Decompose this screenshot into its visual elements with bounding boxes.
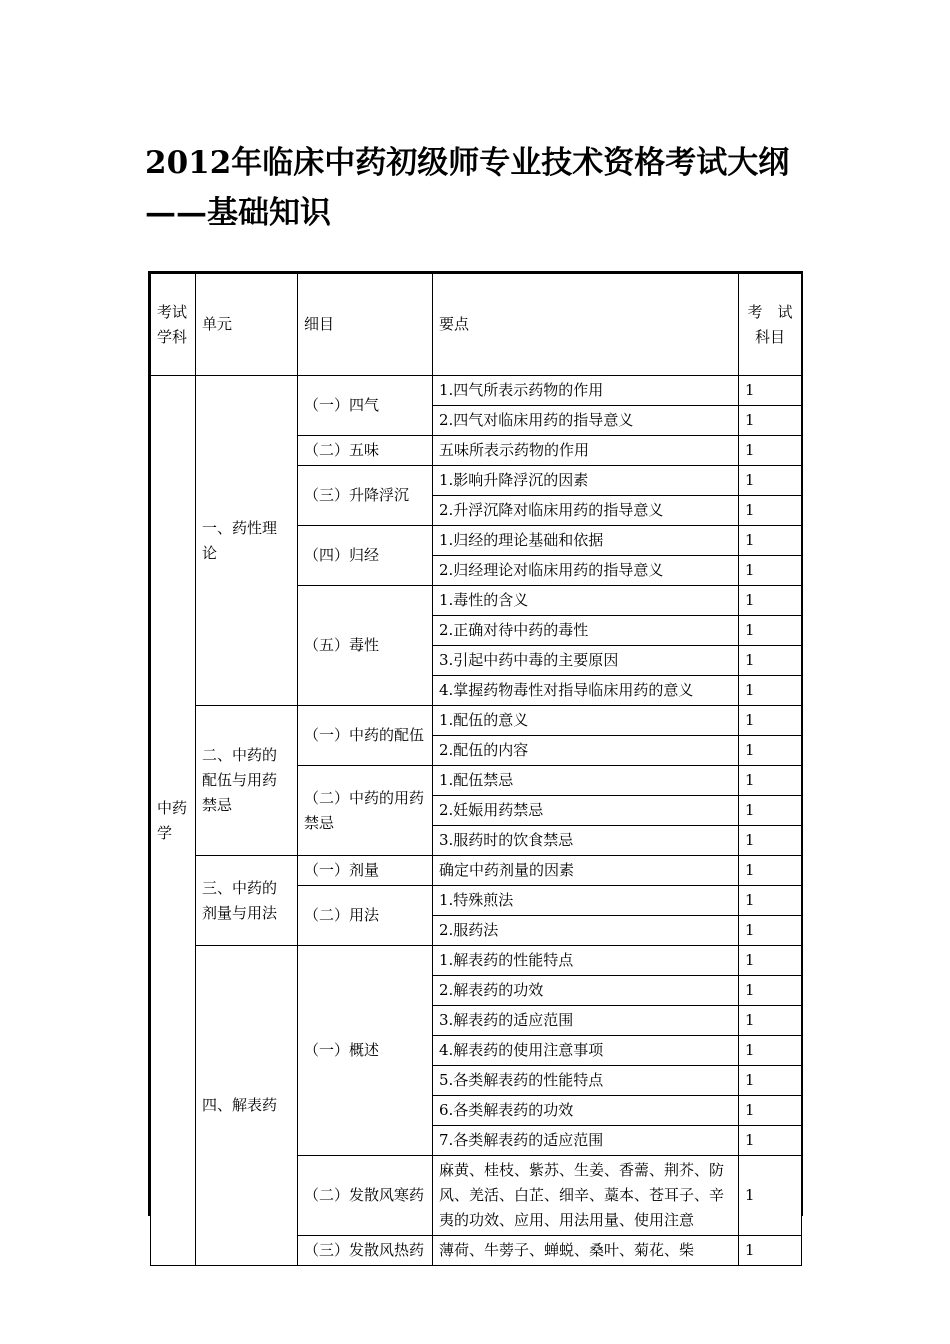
exam-cell: 1 [739,946,802,976]
point-cell: 7.各类解表药的适应范围 [433,1126,739,1156]
point-cell: 2.正确对待中药的毒性 [433,616,739,646]
exam-cell: 1 [739,586,802,616]
detail-cell: （一）概述 [298,946,433,1156]
exam-cell: 1 [739,496,802,526]
page-title: 2012年临床中药初级师专业技术资格考试大纲——基础知识 [145,145,790,231]
header-exam-line2: 科目 [754,327,785,346]
exam-cell: 1 [739,706,802,736]
exam-cell: 1 [739,1126,802,1156]
detail-cell: （二）发散风寒药 [298,1156,433,1236]
point-cell: 4.掌握药物毒性对指导临床用药的意义 [433,676,739,706]
point-cell: 麻黄、桂枝、紫苏、生姜、香薷、荆芥、防风、羌活、白芷、细辛、藁本、苍耳子、辛夷的功效、应用、用法用量、使用注意 [433,1156,739,1236]
exam-cell: 1 [739,646,802,676]
point-cell: 2.配伍的内容 [433,736,739,766]
exam-cell: 1 [739,406,802,436]
exam-cell: 1 [739,436,802,466]
point-cell: 薄荷、牛蒡子、蝉蜕、桑叶、菊花、柴 [433,1236,739,1266]
table-row [151,946,802,976]
exam-cell: 1 [739,916,802,946]
detail-cell: （一）剂量 [298,856,433,886]
exam-cell: 1 [739,766,802,796]
exam-cell: 1 [739,376,802,406]
unit-cell: 三、中药的剂量与用法 [196,856,298,946]
point-cell: 3.服药时的饮食禁忌 [433,826,739,856]
exam-cell: 1 [739,796,802,826]
table-row [151,856,802,886]
header-unit: 单元 [196,274,298,376]
detail-cell: （一）中药的配伍 [298,706,433,766]
exam-cell: 1 [739,616,802,646]
header-exam [739,274,802,376]
point-cell: 2.妊娠用药禁忌 [433,796,739,826]
point-cell: 1.归经的理论基础和依据 [433,526,739,556]
detail-cell: （四）归经 [298,526,433,586]
point-cell: 2.服药法 [433,916,739,946]
point-cell: 3.解表药的适应范围 [433,1006,739,1036]
unit-cell: 二、中药的配伍与用药禁忌 [196,706,298,856]
exam-cell: 1 [739,1236,802,1266]
unit-cell: 一、药性理论 [196,376,298,706]
point-cell: 2.解表药的功效 [433,976,739,1006]
exam-cell: 1 [739,466,802,496]
unit-cell: 四、解表药 [196,946,298,1266]
header-detail: 细目 [298,274,433,376]
point-cell: 确定中药剂量的因素 [433,856,739,886]
point-cell: 1.影响升降浮沉的因素 [433,466,739,496]
exam-cell: 1 [739,556,802,586]
detail-cell: （三）升降浮沉 [298,466,433,526]
exam-cell: 1 [739,826,802,856]
point-cell: 2.归经理论对临床用药的指导意义 [433,556,739,586]
point-cell: 1.配伍的意义 [433,706,739,736]
header-exam-line1: 考 试 [747,302,793,321]
point-cell: 6.各类解表药的功效 [433,1096,739,1126]
exam-cell: 1 [739,1066,802,1096]
point-cell: 1.特殊煎法 [433,886,739,916]
exam-cell: 1 [739,526,802,556]
detail-cell: （二）中药的用药禁忌 [298,766,433,856]
point-cell: 4.解表药的使用注意事项 [433,1036,739,1066]
detail-cell: （三）发散风热药 [298,1236,433,1266]
exam-cell: 1 [739,1036,802,1066]
exam-cell: 1 [739,976,802,1006]
exam-cell: 1 [739,676,802,706]
exam-cell: 1 [739,1006,802,1036]
subject-cell: 中药学 [151,376,196,1266]
point-cell: 五味所表示药物的作用 [433,436,739,466]
point-cell: 1.毒性的含义 [433,586,739,616]
point-cell: 1.解表药的性能特点 [433,946,739,976]
table-row [151,376,802,406]
exam-cell: 1 [739,736,802,766]
detail-cell: （五）毒性 [298,586,433,706]
exam-cell: 1 [739,1096,802,1126]
point-cell: 2.升浮沉降对临床用药的指导意义 [433,496,739,526]
point-cell: 5.各类解表药的性能特点 [433,1066,739,1096]
point-cell: 2.四气对临床用药的指导意义 [433,406,739,436]
detail-cell: （二）用法 [298,886,433,946]
syllabus-table-frame [148,271,803,1259]
table-row [151,706,802,736]
point-cell: 1.四气所表示药物的作用 [433,376,739,406]
point-cell: 3.引起中药中毒的主要原因 [433,646,739,676]
exam-cell: 1 [739,1156,802,1236]
exam-cell: 1 [739,856,802,886]
header-point: 要点 [433,274,739,376]
exam-cell: 1 [739,886,802,916]
detail-cell: （一）四气 [298,376,433,436]
point-cell: 1.配伍禁忌 [433,766,739,796]
syllabus-table [150,273,802,1266]
header-subject: 考试学科 [151,274,196,376]
detail-cell: （二）五味 [298,436,433,466]
table-header-row [151,274,802,376]
